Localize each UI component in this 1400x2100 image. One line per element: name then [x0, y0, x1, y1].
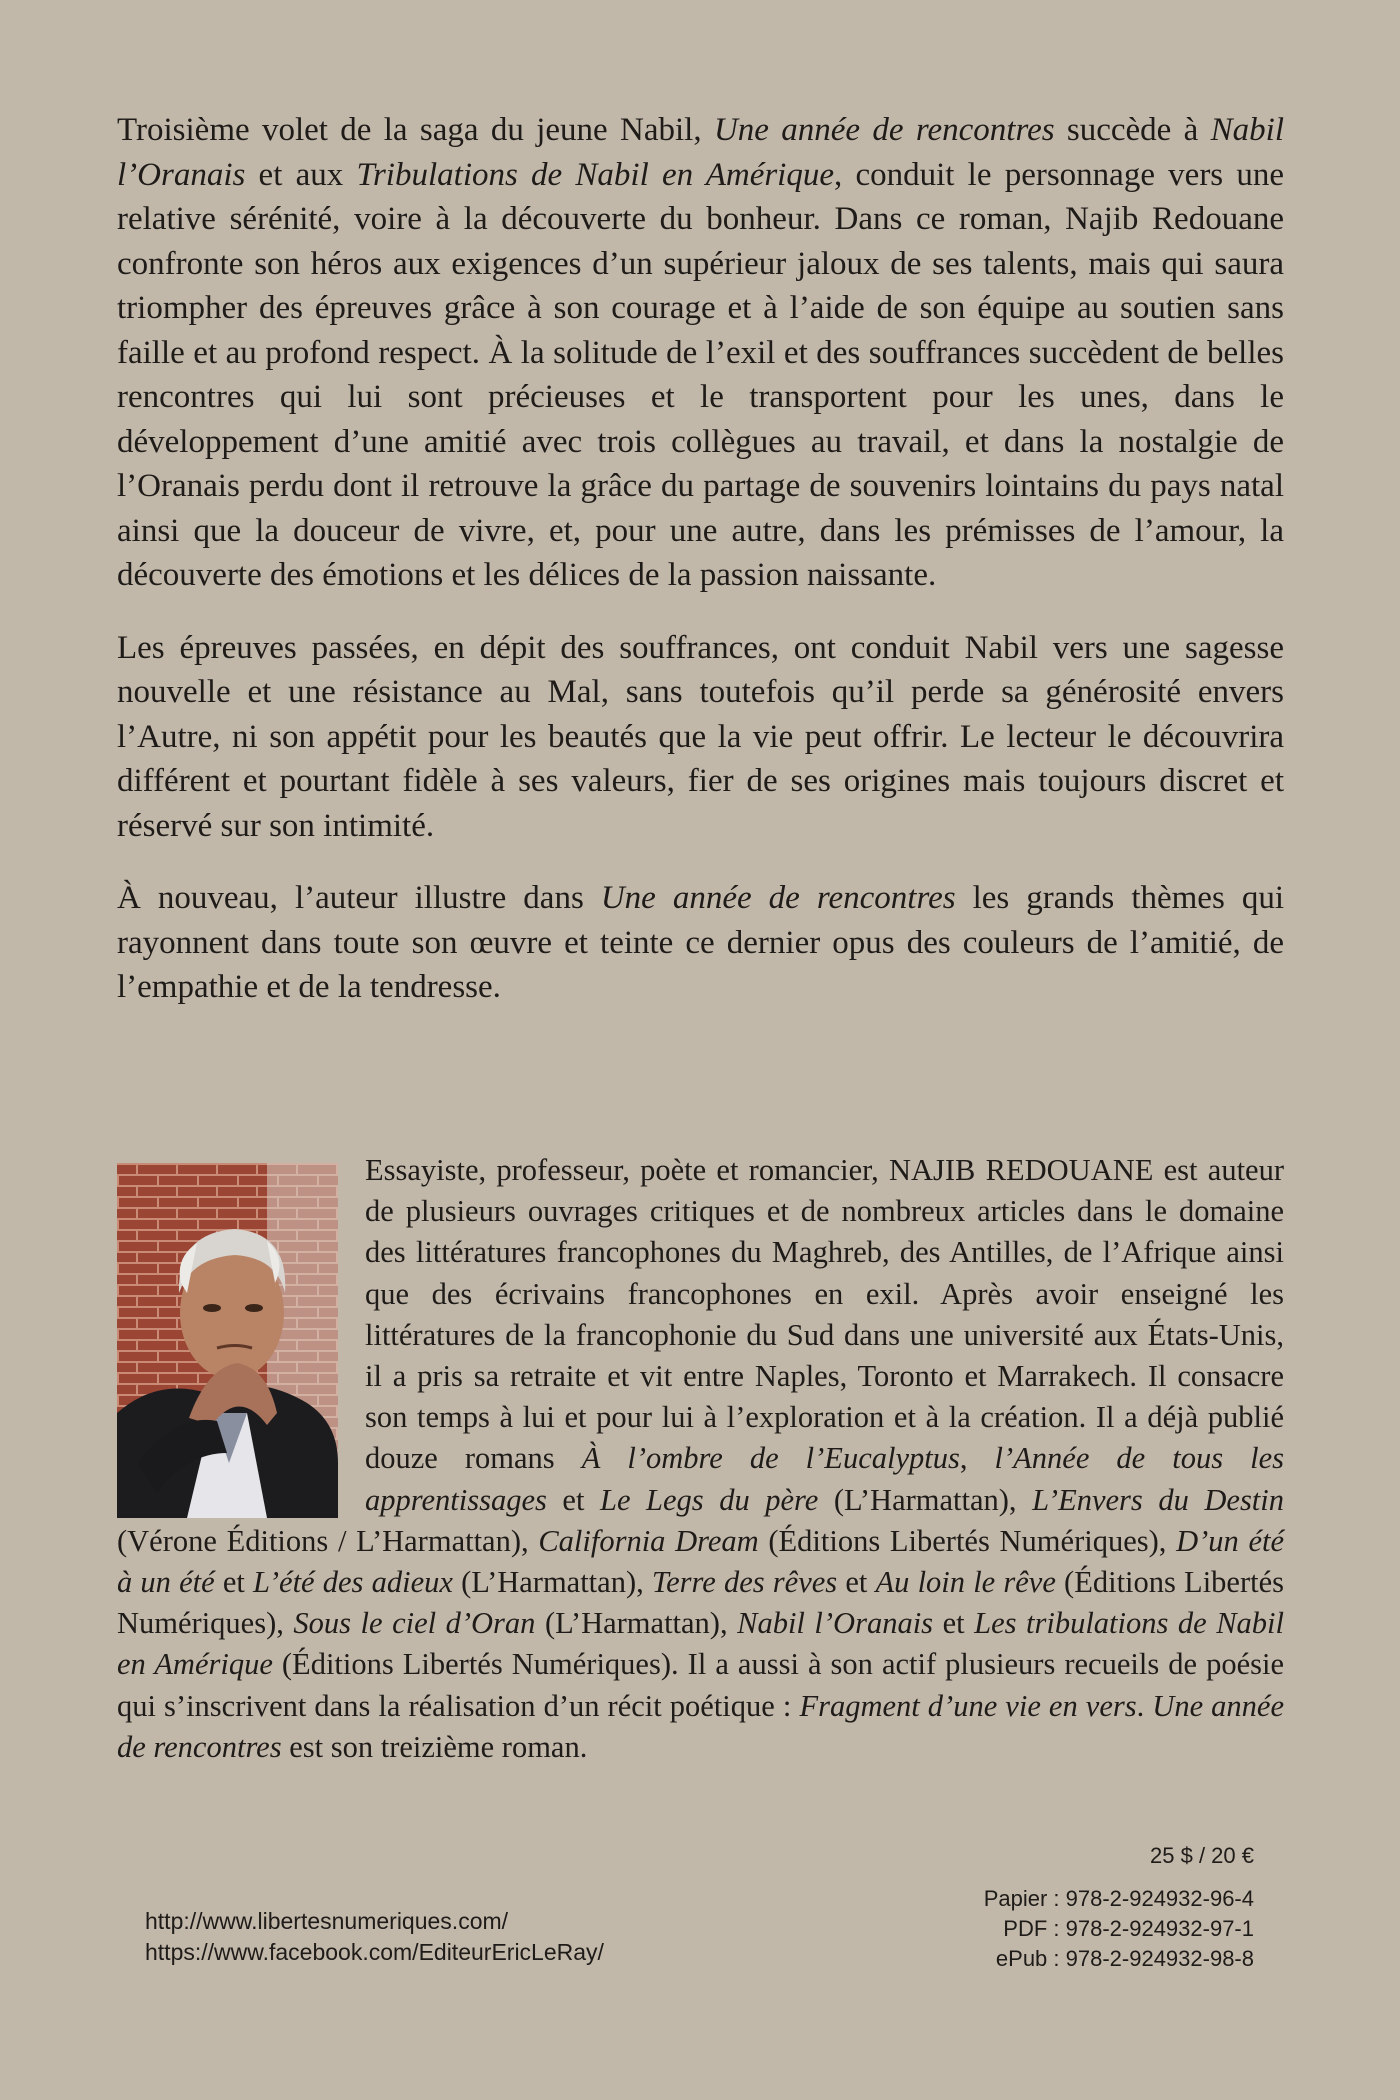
italic-title: l’Année de tous les apprentissages — [365, 1441, 1284, 1517]
text-run: Les épreuves passées, en dépit des souffrances, ont conduit Nabil vers une sagesse nouvelle et une résistance au Mal, sans toutefois qu’il perde sa générosité envers l’Autre, ni son appétit pour les beautés que la vie peut offrir. Le lecteur le découvrira différent et pourtant fidèle à ses valeurs, fier de ses origines mais toujours discret et réservé sur son intimité. — [117, 629, 1284, 844]
facebook-link[interactable]: https://www.facebook.com/EditeurEricLeRay/ — [145, 1939, 604, 1965]
text-run: est son treizième roman. — [281, 1729, 588, 1764]
text-run: et — [933, 1606, 975, 1641]
italic-title: L’Envers du Destin — [1032, 1482, 1285, 1517]
text-run: les grands thèmes qui rayonnent dans toute son œuvre et teinte ce dernier opus des couleurs de l’amitié, de l’empathie et de la tendresse. — [117, 880, 1284, 1005]
blurb-paragraph-3 — [117, 876, 1284, 1010]
italic-title: Les tribulations de Nabil en Amérique — [117, 1606, 1284, 1682]
text-run: . — [1136, 1688, 1153, 1723]
isbn-pdf: PDF : 978-2-924932-97-1 — [1003, 1916, 1254, 1941]
italic-title: Une année de rencontres — [117, 1688, 1285, 1764]
blurb-paragraph-1 — [117, 108, 1284, 598]
italic-title: D’un été à un été — [117, 1523, 1285, 1600]
text-run: et — [837, 1565, 876, 1600]
italic-title: Fragment d’une vie en vers — [799, 1688, 1137, 1723]
italic-title: Nabil l’Oranais — [117, 112, 1285, 193]
text-run: , conduit le personnage vers une relative sérénité, voire à la découverte du bonheur. Dans ce roman, Najib Redouane confronte son héros aux exigences d’un supérieur jaloux de ses talents, mais qui saura triompher des épreuves grâce à son courage et à l’aide de son équipe au soutien sans faille et au profond respect. À la solitude de l’exil et des souffrances succèdent de belles rencontres qui lui sont précieuses et le transportent pour les unes, dans le développement d’une amitié avec trois collègues au travail, et dans la nostalgie de l’Oranais perdu dont il retrouve la grâce du partage de souvenirs lointains du pays natal ainsi que la douceur de vivre, et, pour une autre, dans les prémisses de l’amour, la découverte des émotions et les délices de la passion naissante. — [117, 156, 1285, 593]
text-run: , — [959, 1441, 995, 1476]
isbn-paper: Papier : 978-2-924932-96-4 — [983, 1886, 1254, 1911]
italic-title: Au loin le rêve — [875, 1565, 1056, 1600]
publisher-links — [145, 1906, 604, 1968]
text-run: Essayiste, professeur, poète et romancier, NAJIB REDOUANE est auteur de plusieurs ouvrages critiques et de nombreux articles dans le domaine des littératures francophones du Maghreb, des Antilles, de l’Afrique ainsi que des écrivains francophones en exil. Après avoir enseigné les littératures de la francophonie du Sud dans une université aux États-Unis, il a pris sa retraite et vit entre Naples, Toronto et Marrakech. Il consacre son temps à lui et pour lui à l’exploration et à la création. Il a déjà publié douze romans — [365, 1153, 1284, 1476]
italic-title: Terre des rêves — [651, 1565, 838, 1600]
text-run: et — [214, 1565, 254, 1600]
blurb — [117, 108, 1284, 1038]
website-link[interactable]: http://www.libertesnumeriques.com/ — [145, 1908, 509, 1934]
isbn-epub: ePub : 978-2-924932-98-8 — [995, 1946, 1254, 1971]
italic-title: Tribulations de Nabil en Amérique — [356, 156, 835, 193]
price: 25 $ / 20 € — [1150, 1843, 1254, 1868]
text-run: succède à — [1054, 112, 1211, 148]
isbn-list — [984, 1884, 1254, 1974]
text-run: et aux — [245, 156, 357, 193]
italic-title: Le Legs du père — [600, 1482, 819, 1517]
italic-title: Sous le ciel d’Oran — [293, 1606, 536, 1641]
text-run: (L’Harmattan), — [818, 1482, 1033, 1517]
italic-title: À l’ombre de l’Eucalyptus — [581, 1441, 960, 1476]
text-run: (Éditions Libertés Numériques), — [758, 1523, 1177, 1558]
italic-title: Une année de rencontres — [600, 880, 956, 916]
author-bio — [117, 1150, 1284, 1768]
blurb-paragraph-2 — [117, 626, 1284, 849]
italic-title: Une année de rencontres — [713, 112, 1055, 148]
photo-spacer — [117, 1150, 365, 1518]
italic-title: California Dream — [538, 1523, 759, 1558]
text-run: et — [546, 1482, 600, 1517]
text-run: (Vérone Éditions / L’Harmattan), — [117, 1523, 539, 1558]
text-run: (L’Harmattan), — [452, 1565, 652, 1600]
text-run: (L’Harmattan), — [535, 1606, 738, 1641]
italic-title: L’été des adieux — [253, 1565, 453, 1600]
italic-title: Nabil l’Oranais — [737, 1606, 934, 1641]
text-run: Troisième volet de la saga du jeune Nabil, — [117, 112, 714, 148]
text-run: (Éditions Libertés Numériques), — [117, 1565, 1284, 1641]
text-run: À nouveau, l’auteur illustre dans — [117, 880, 601, 916]
text-run: (Éditions Libertés Numériques). Il a aussi à son actif plusieurs recueils de poésie qui s’inscrivent dans la réalisation d’un récit poétique : — [117, 1647, 1284, 1723]
